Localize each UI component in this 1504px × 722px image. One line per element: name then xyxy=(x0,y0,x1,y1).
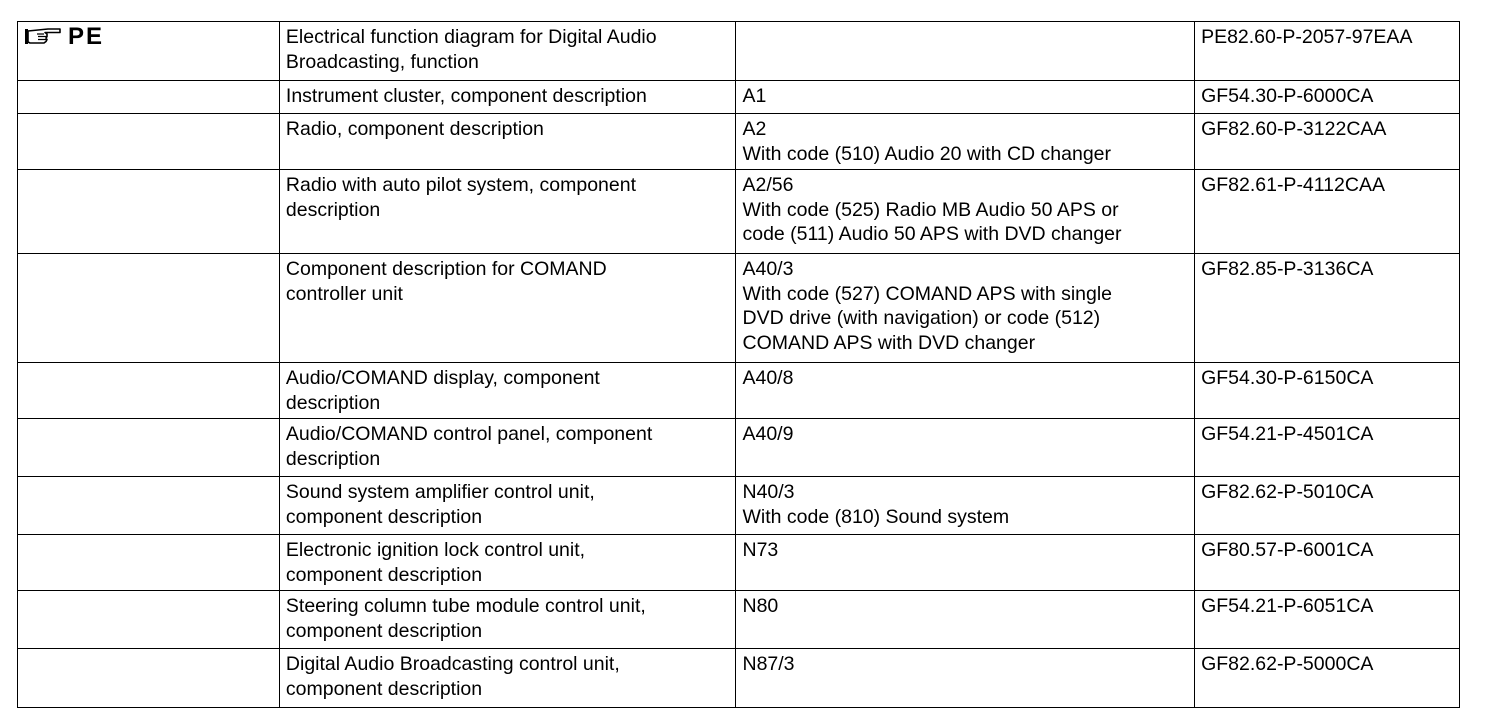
pointing-hand-icon xyxy=(24,27,62,47)
component-cell xyxy=(736,363,1195,419)
component-code: N73 xyxy=(742,539,779,561)
description-line: description xyxy=(285,391,381,414)
component-cell xyxy=(736,649,1195,708)
document-number-cell xyxy=(1195,170,1460,254)
table-row xyxy=(18,81,1460,114)
component-code: N87/3 xyxy=(742,653,795,675)
description-cell xyxy=(279,477,736,535)
table-row xyxy=(18,363,1460,419)
description-line: component description xyxy=(285,563,483,586)
description-line: controller unit xyxy=(285,282,403,305)
table-row xyxy=(18,649,1460,708)
description-line: Steering column tube module control unit, xyxy=(285,595,646,617)
description-cell xyxy=(279,170,736,254)
table-row xyxy=(18,22,1460,81)
section-cell xyxy=(18,649,280,708)
description-line: Radio with auto pilot system, component xyxy=(285,174,637,196)
component-code: A2 xyxy=(742,118,767,140)
document-number-cell xyxy=(1195,81,1460,114)
description-line: Component description for COMAND xyxy=(285,258,607,280)
description-line: component description xyxy=(285,619,483,642)
component-note-line: code (511) Audio 50 APS with DVD changer xyxy=(742,223,1122,245)
document-number-link[interactable]: GF82.85-P-3136CA xyxy=(1201,258,1374,280)
table-row xyxy=(18,591,1460,649)
table-row xyxy=(18,419,1460,477)
pe-marker xyxy=(24,25,273,50)
description-cell xyxy=(279,114,736,170)
component-note-line: With code (510) Audio 20 with CD changer xyxy=(742,142,1112,165)
table-row xyxy=(18,170,1460,254)
document-number-link[interactable]: GF82.62-P-5000CA xyxy=(1201,653,1374,675)
component-note-line: With code (527) COMAND APS with single xyxy=(742,282,1113,305)
section-cell xyxy=(18,535,280,591)
document-number-link[interactable]: GF54.21-P-6051CA xyxy=(1201,595,1374,617)
component-note-line: With code (810) Sound system xyxy=(742,505,1010,528)
document-number-link[interactable]: GF54.30-P-6150CA xyxy=(1201,367,1374,389)
document-number-link[interactable]: GF82.60-P-3122CAA xyxy=(1201,118,1387,140)
component-code: A40/8 xyxy=(742,367,794,389)
component-code: A1 xyxy=(742,85,767,107)
component-cell xyxy=(736,22,1195,81)
description-line: component description xyxy=(285,505,483,528)
description-line: Radio, component description xyxy=(285,118,544,140)
description-line: Audio/COMAND control panel, component xyxy=(285,423,653,445)
section-cell xyxy=(18,81,280,114)
document-number-cell xyxy=(1195,477,1460,535)
table-row xyxy=(18,477,1460,535)
component-code: N80 xyxy=(742,595,779,617)
document-number-link[interactable]: GF80.57-P-6001CA xyxy=(1201,539,1374,561)
description-cell xyxy=(279,649,736,708)
component-cell xyxy=(736,535,1195,591)
component-cell xyxy=(736,419,1195,477)
component-note-line: DVD drive (with navigation) or code (512) xyxy=(742,307,1101,329)
reference-table-body xyxy=(18,22,1460,708)
component-code: A40/3 xyxy=(742,258,794,280)
section-cell xyxy=(18,170,280,254)
component-note-line: With code (525) Radio MB Audio 50 APS or xyxy=(742,198,1119,221)
description-line: Audio/COMAND display, component xyxy=(285,367,600,389)
document-number-link[interactable]: GF54.21-P-4501CA xyxy=(1201,423,1374,445)
document-number-link[interactable]: GF54.30-P-6000CA xyxy=(1201,85,1374,107)
description-cell xyxy=(279,81,736,114)
component-cell xyxy=(736,81,1195,114)
component-cell xyxy=(736,477,1195,535)
description-line: description xyxy=(285,198,381,221)
reference-table xyxy=(17,21,1460,708)
pe-label: PE xyxy=(68,23,105,50)
component-code: N40/3 xyxy=(742,481,795,503)
document-number-cell xyxy=(1195,363,1460,419)
section-cell xyxy=(18,363,280,419)
section-cell xyxy=(18,114,280,170)
component-note-line: COMAND APS with DVD changer xyxy=(742,331,1036,354)
component-code: A2/56 xyxy=(742,174,794,196)
description-cell xyxy=(279,419,736,477)
component-cell xyxy=(736,114,1195,170)
table-row xyxy=(18,114,1460,170)
document-number-cell xyxy=(1195,114,1460,170)
description-line: description xyxy=(285,447,381,470)
table-row xyxy=(18,254,1460,363)
document-number-cell xyxy=(1195,22,1460,81)
section-cell xyxy=(18,22,280,81)
section-cell xyxy=(18,477,280,535)
description-cell xyxy=(279,363,736,419)
document-number-cell xyxy=(1195,591,1460,649)
description-cell xyxy=(279,254,736,363)
description-cell xyxy=(279,591,736,649)
description-line: Sound system amplifier control unit, xyxy=(285,481,595,503)
document-number-link[interactable]: PE82.60-P-2057-97EAA xyxy=(1201,26,1413,48)
description-line: Instrument cluster, component description xyxy=(285,85,647,107)
description-line: Broadcasting, function xyxy=(285,50,479,73)
document-number-link[interactable]: GF82.62-P-5010CA xyxy=(1201,481,1374,503)
description-line: Electrical function diagram for Digital Audio xyxy=(285,26,657,48)
section-cell xyxy=(18,419,280,477)
component-code: A40/9 xyxy=(742,423,794,445)
document-number-link[interactable]: GF82.61-P-4112CAA xyxy=(1201,174,1385,196)
document-number-cell xyxy=(1195,649,1460,708)
description-cell xyxy=(279,535,736,591)
section-cell xyxy=(18,254,280,363)
component-cell xyxy=(736,591,1195,649)
component-cell xyxy=(736,254,1195,363)
description-cell xyxy=(279,22,736,81)
description-line: Electronic ignition lock control unit, xyxy=(285,539,586,561)
document-number-cell xyxy=(1195,535,1460,591)
table-row xyxy=(18,535,1460,591)
document-number-cell xyxy=(1195,254,1460,363)
description-line: Digital Audio Broadcasting control unit, xyxy=(285,653,620,675)
description-line: component description xyxy=(285,677,483,700)
document-number-cell xyxy=(1195,419,1460,477)
section-cell xyxy=(18,591,280,649)
component-cell xyxy=(736,170,1195,254)
